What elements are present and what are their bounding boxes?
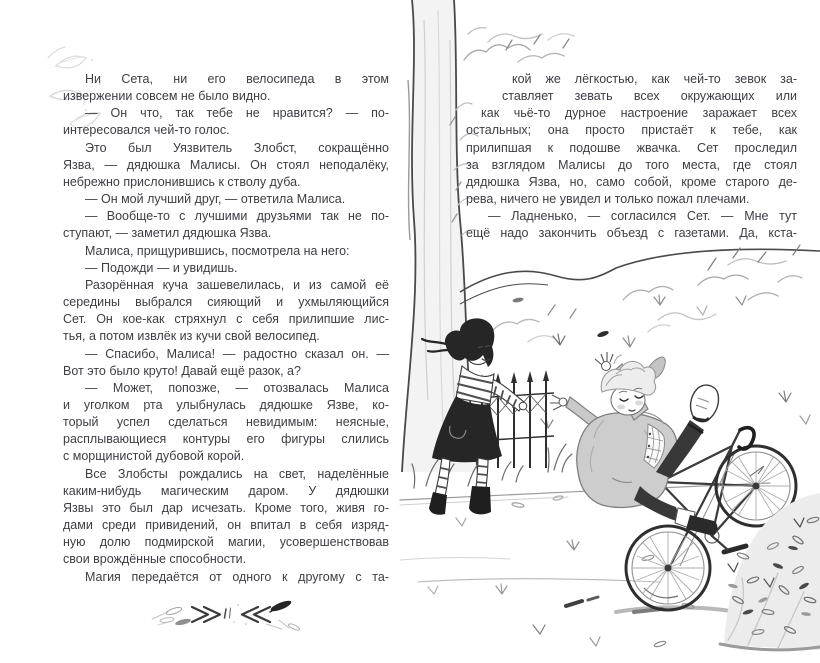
text-line: свои врождённые способности. [63, 552, 247, 567]
text-line: дами среди привидений, он впитал в себя изряд- [63, 518, 389, 533]
right-page-text [466, 71, 797, 243]
text-line: кой же лёгкостью, как чей-то зевок за- [512, 72, 797, 86]
text-line: ступают, — заметил дядюшка Язва. [63, 226, 272, 241]
text-line: торый успел сделаться невидимым: неясные, [63, 415, 389, 430]
text-line: — Вообще-то с лучшими друзьями так не по- [85, 209, 389, 224]
text-line: Ни Сета, ни его велосипеда в этом [85, 72, 389, 86]
text-line: Сет. Он кое-как стряхнул с себя прилипшие лис- [63, 312, 389, 327]
text-line: — Спасибо, Малиса! — радостно сказал он. — [85, 346, 389, 361]
text-line: интересовался чей-то голос. [63, 123, 230, 138]
text-line: за взглядом Малисы до того места, где стоял [466, 157, 797, 172]
text-line: остальных; она просто пристаёт к тебе, как [466, 123, 797, 138]
front-wheel [626, 526, 710, 610]
text-line: — Он что, так тебе не нравится? — по- [85, 106, 389, 121]
text-line: — Может, попозже, — отозвалась Малиса [85, 380, 389, 395]
text-line: ещё надо закончить объезд с газетами. Да, кста- [466, 226, 797, 241]
text-line: Язвы это был дар исчезать. Кроме того, живя го- [63, 500, 389, 515]
text-line: Разорённая куча зашевелилась, и из самой её [85, 277, 389, 292]
text-line: извержении совсем не было видно. [63, 89, 271, 104]
leaf-ornament-icon [146, 595, 306, 637]
text-line: Вот это было круто! Давай ещё разок, а? [63, 363, 301, 378]
text-line: прилипшая к подошве жвачка. Сет проследил [466, 140, 797, 155]
text-line: Магия передаётся от одного к другому с та- [85, 569, 389, 584]
text-line: небрежно прислонившись к стволу дуба. [63, 174, 301, 189]
text-line: как чьё-то дурное настроение заражает всех [481, 106, 797, 121]
left-page-text [63, 71, 389, 586]
text-line: и уголком рта улыбнулась дядюшке Язве, ко- [63, 397, 389, 412]
text-line: ную долю подмирской магии, усовершенствовав [63, 535, 389, 550]
text-line: каким-нибудь магическим даром. У дядюшки [63, 483, 389, 498]
text-line: Это был Уязвитель Злобст, сокращённо [85, 140, 389, 155]
text-line: Все Злобсты рождались на свет, наделённые [85, 466, 389, 481]
text-line: середины выбрался сияющий и ухмыляющийся [63, 295, 389, 310]
text-line: расплывающиеся контуры его фигуры слились [63, 432, 389, 447]
text-line: Малиса, прищурившись, посмотрела на него: [85, 243, 350, 258]
ground-path [400, 483, 770, 612]
text-line: — Подожди — и увидишь. [85, 260, 238, 275]
text-line: Язва, — дядюшка Малисы. Он стоял неподалёку, [63, 157, 389, 172]
text-line: ставляет зевать всех окружающих или [502, 89, 797, 104]
text-line: тья, а потом извлёк из кучи свой велосипед. [63, 329, 320, 344]
text-line: дядюшка Язва, но, само собой, кроме старого де- [466, 174, 797, 189]
text-line: с морщинистой дубовой корой. [63, 449, 245, 464]
text-line: — Он мой лучший друг, — ответила Малиса. [85, 192, 346, 207]
text-line: — Ладненько, — согласился Сет. — Мне тут [488, 209, 797, 224]
text-line: рева, ничего не увидел и только пожал плечами. [466, 192, 750, 207]
